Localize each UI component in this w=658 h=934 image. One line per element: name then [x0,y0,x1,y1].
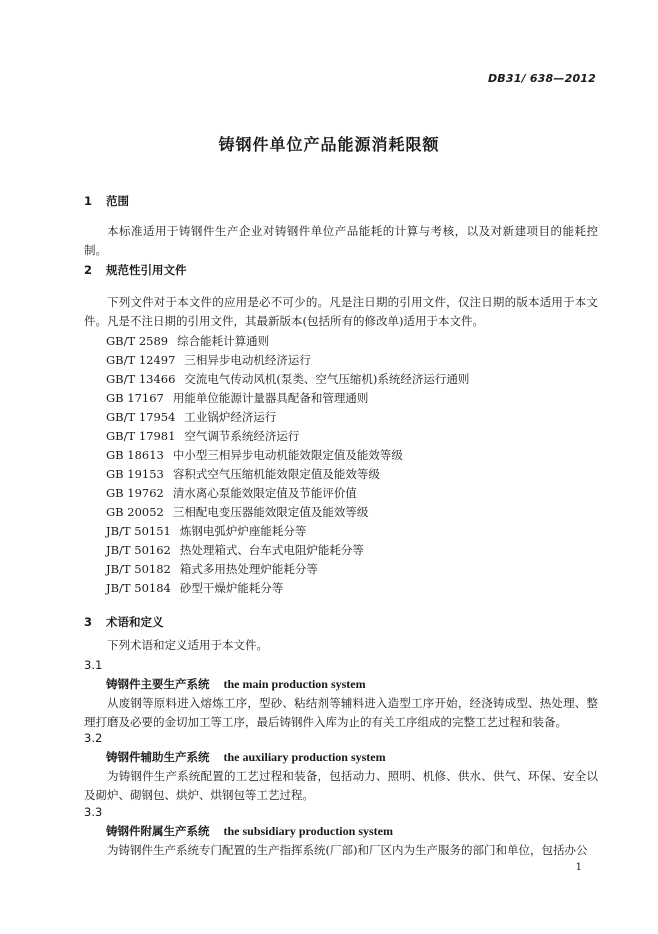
reference-item [106,352,311,368]
reference-item [106,333,269,349]
reference-name: 三相异步电动机经济运行 [184,353,311,367]
reference-code: GB/T 17981 [106,429,176,443]
reference-name: 综合能耗计算通则 [177,334,270,348]
reference-code: GB 19153 [106,467,164,481]
reference-item [106,542,364,558]
term-chinese: 铸钢件附属生产系统 [106,824,210,838]
standard-code: DB31/ 638—2012 [487,72,596,85]
reference-item [106,561,318,577]
section-1-heading [84,193,129,209]
reference-name: 三相配电变压器能效限定值及能效等级 [172,505,369,519]
reference-name: 热处理箱式、台车式电阻炉能耗分等 [179,543,364,557]
section-title: 范围 [106,194,129,208]
clause-number: 3.1 [84,658,103,672]
reference-item [106,409,276,425]
reference-code: GB/T 2589 [106,334,169,348]
reference-code: GB/T 17954 [106,410,176,424]
section-3-heading [84,614,164,630]
reference-name: 砂型干燥炉能耗分等 [179,581,284,595]
reference-item [106,466,380,482]
clause-number: 3.2 [84,731,103,745]
reference-name: 工业锅炉经济运行 [184,410,277,424]
reference-code: GB 20052 [106,505,164,519]
reference-code: GB 17167 [106,391,164,405]
scope-paragraph: 本标准适用于铸钢件生产企业对铸钢件单位产品能耗的计算与考核，以及对新建项目的能耗控制。 [84,224,598,257]
reference-item [106,485,357,501]
page-number: 1 [575,862,582,873]
reference-code: GB 19762 [106,486,164,500]
references-intro-paragraph: 下列文件对于本文件的应用是必不可少的。凡是注日期的引用文件，仅注日期的版本适用于本文件。凡是不注日期的引用文件，其最新版本(包括所有的修改单)适用于本文件。 [84,295,598,328]
reference-code: JB/T 50151 [106,524,171,538]
reference-name: 炼钢电弧炉炉座能耗分等 [179,524,307,538]
section-number: 1 [84,194,93,208]
reference-name: 容积式空气压缩机能效限定值及能效等级 [172,467,380,481]
section-title: 术语和定义 [106,615,164,629]
term-chinese: 铸钢件辅助生产系统 [106,750,210,764]
reference-name: 箱式多用热处理炉能耗分等 [179,562,318,576]
term-definition: 为铸钢件生产系统配置的工艺过程和装备，包括动力、照明、机修、供水、供气、环保、安全以及砌炉、砌钢包、烘炉、烘钢包等工艺过程。 [84,769,598,802]
reference-item [106,390,368,406]
term-entry [106,823,393,839]
reference-name: 空气调节系统经济运行 [184,429,300,443]
term-entry [106,676,366,692]
reference-name: 清水离心泵能效限定值及节能评价值 [172,486,357,500]
reference-code: JB/T 50182 [106,562,171,576]
reference-item [106,504,368,520]
term-definition: 为铸钢件生产系统专门配置的生产指挥系统(厂部)和厂区内为生产服务的部门和单位，包括办公 [107,843,588,857]
term-english: the auxiliary production system [223,750,386,764]
reference-code: JB/T 50162 [106,543,171,557]
reference-item [106,447,403,463]
section-number: 2 [84,263,93,277]
reference-item [106,428,299,444]
terms-intro-paragraph: 下列术语和定义适用于本文件。 [107,638,268,652]
term-chinese: 铸钢件主要生产系统 [106,677,210,691]
reference-name: 用能单位能源计量器具配备和管理通则 [172,391,369,405]
document-title: 铸钢件单位产品能源消耗限额 [218,135,440,154]
section-title: 规范性引用文件 [106,263,187,277]
reference-code: GB/T 12497 [106,353,176,367]
clause-number: 3.3 [84,805,103,819]
section-number: 3 [84,615,93,629]
reference-code: JB/T 50184 [106,581,171,595]
term-english: the main production system [223,677,366,691]
reference-name: 中小型三相异步电动机能效限定值及能效等级 [172,448,403,462]
reference-item [106,371,469,387]
reference-item [106,580,283,596]
section-2-heading [84,262,187,278]
term-english: the subsidiary production system [223,824,393,838]
reference-item [106,523,306,539]
reference-code: GB 18613 [106,448,164,462]
term-definition: 从废钢等原料进入熔炼工序，型砂、粘结剂等辅料进入造型工序开始，经浇铸成型、热处理、整理打磨及必要的金切加工等工序，最后铸钢件入库为止的有关工序组成的完整工艺过程和装备。 [84,696,598,729]
reference-name: 交流电气传动风机(泵类、空气压缩机)系统经济运行通则 [184,372,470,386]
term-entry [106,749,386,765]
reference-code: GB/T 13466 [106,372,176,386]
